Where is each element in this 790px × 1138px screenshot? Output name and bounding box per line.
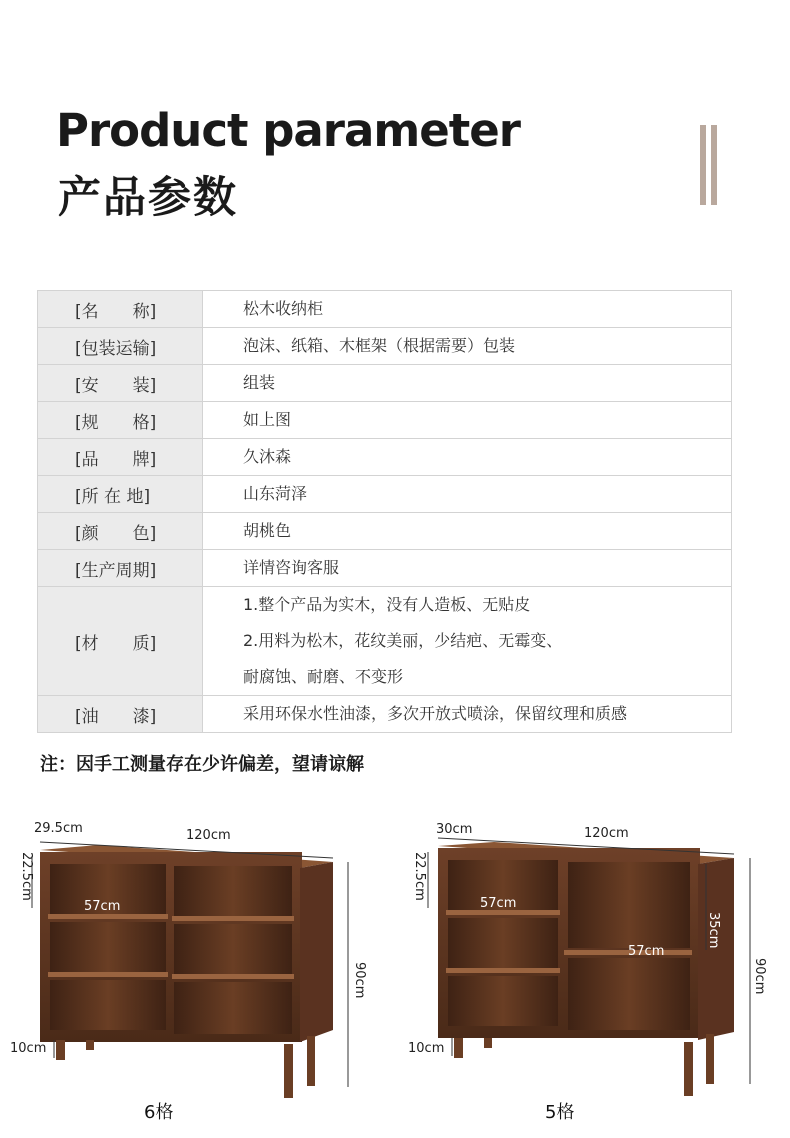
param-value-line: 泡沫、纸箱、木框架（根据需要）包装 xyxy=(243,336,516,355)
param-value-line: 胡桃色 xyxy=(243,521,292,540)
param-value-line: 组装 xyxy=(243,373,276,392)
param-row xyxy=(38,696,732,733)
cell-width-label: 57cm xyxy=(84,899,121,914)
shelf-height-label: 22.5cm xyxy=(412,852,427,901)
param-row xyxy=(38,513,732,550)
param-row xyxy=(38,476,732,513)
param-value-line: 久沐森 xyxy=(243,447,292,466)
param-value xyxy=(203,439,732,476)
param-label: [颜 色] xyxy=(38,513,203,550)
parameter-table xyxy=(37,290,732,733)
param-row xyxy=(38,587,732,696)
page-title-zh: 产品参数 xyxy=(58,173,238,223)
param-label: [规 格] xyxy=(38,402,203,439)
depth-label: 30cm xyxy=(436,822,473,837)
right-cell-height-label: 35cm xyxy=(706,912,721,949)
param-value xyxy=(203,328,732,365)
cell-width-left-label: 57cm xyxy=(480,896,517,911)
param-row xyxy=(38,365,732,402)
depth-label: 29.5cm xyxy=(34,821,83,836)
param-value-line: 山东菏泽 xyxy=(243,484,308,503)
param-value-line: 详情咨询客服 xyxy=(243,558,340,577)
param-value xyxy=(203,402,732,439)
param-label: [所 在 地] xyxy=(38,476,203,513)
param-value xyxy=(203,365,732,402)
param-value xyxy=(203,550,732,587)
width-label: 120cm xyxy=(584,826,629,841)
param-row xyxy=(38,439,732,476)
param-value-line: 如上图 xyxy=(243,410,292,429)
param-value-line: 2.用料为松木，花纹美丽，少结疤、无霉变、 xyxy=(243,631,563,650)
param-value xyxy=(203,587,732,696)
height-label: 90cm xyxy=(352,962,367,999)
leg-height-label: 10cm xyxy=(10,1041,47,1056)
param-label: [材 质] xyxy=(38,587,203,696)
param-value xyxy=(203,476,732,513)
width-label: 120cm xyxy=(186,828,231,843)
param-row xyxy=(38,402,732,439)
cabinet-6-diagram xyxy=(8,812,368,1112)
height-label: 90cm xyxy=(752,958,767,995)
decorative-bars xyxy=(700,125,720,205)
measurement-note: 注：因手工测量存在少许偏差，望请谅解 xyxy=(40,754,364,775)
cabinet-5-caption: 5格 xyxy=(545,1102,575,1123)
param-value-line: 耐腐蚀、耐磨、不变形 xyxy=(243,667,404,686)
cabinet-6-caption: 6格 xyxy=(144,1102,174,1123)
leg-height-label: 10cm xyxy=(408,1041,445,1056)
cell-width-right-label: 57cm xyxy=(628,944,665,959)
param-label: [包装运输] xyxy=(38,328,203,365)
param-label: [品 牌] xyxy=(38,439,203,476)
param-row xyxy=(38,328,732,365)
param-value xyxy=(203,291,732,328)
param-label: [生产周期] xyxy=(38,550,203,587)
cabinet-5-diagram xyxy=(404,812,784,1112)
page-title-en: Product parameter xyxy=(56,104,520,157)
param-row xyxy=(38,550,732,587)
param-row xyxy=(38,291,732,328)
shelf-height-label: 22.5cm xyxy=(19,852,34,901)
param-value xyxy=(203,696,732,733)
param-label: [安 装] xyxy=(38,365,203,402)
param-value-line: 松木收纳柜 xyxy=(243,299,324,318)
param-label: [油 漆] xyxy=(38,696,203,733)
param-value xyxy=(203,513,732,550)
param-label: [名 称] xyxy=(38,291,203,328)
param-value-line: 1.整个产品为实木，没有人造板、无贴皮 xyxy=(243,595,531,614)
param-value-line: 采用环保水性油漆，多次开放式喷涂，保留纹理和质感 xyxy=(243,704,628,723)
